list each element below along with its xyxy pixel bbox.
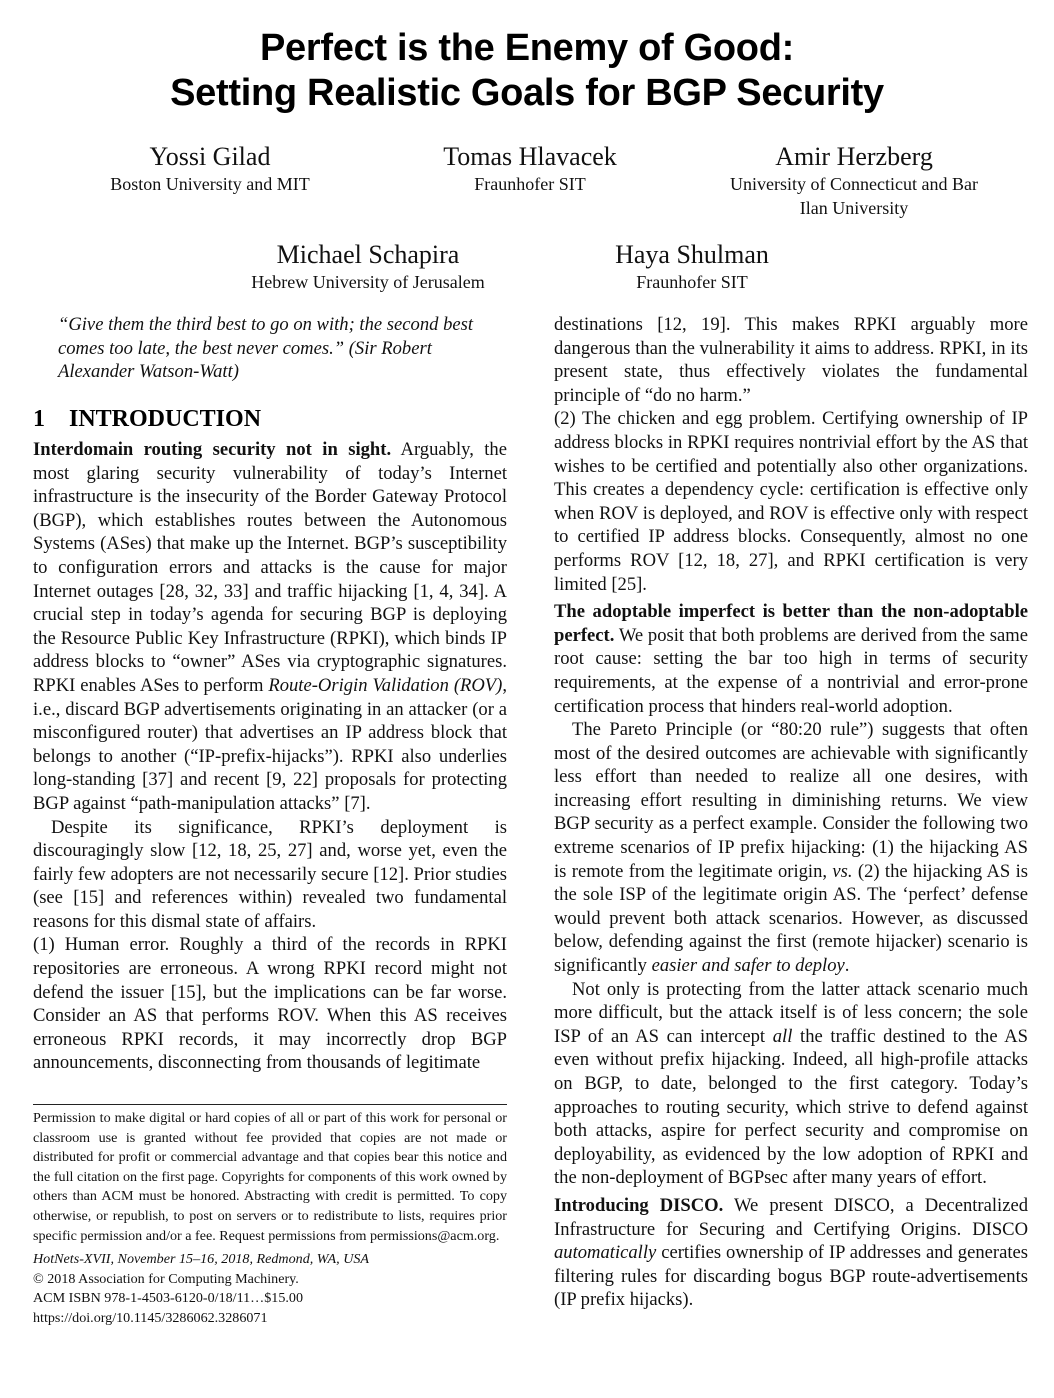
author-name: Yossi Gilad: [149, 142, 271, 171]
author-name: Tomas Hlavacek: [443, 142, 617, 171]
author-block: [60, 142, 360, 196]
doi-link[interactable]: https://doi.org/10.1145/3286062.3286071: [33, 1309, 268, 1326]
italic-term: easier and safer to deploy: [651, 955, 845, 977]
paragraph: [554, 1194, 1028, 1312]
paragraph: [554, 600, 1028, 718]
paragraph-text: We posit that both problems are derived from the same root cause: setting the bar too high in terms of security requirements, at the expense of a nontrivial and error-prone certification process that hinders real-world adoption.: [554, 624, 1028, 717]
copyright-line: © 2018 Association for Computing Machinery.: [33, 1270, 299, 1287]
author-affiliation: Hebrew University of Jerusalem: [251, 272, 485, 292]
author-block: [380, 142, 680, 196]
section-number: 1: [33, 406, 45, 432]
paragraph-text: We present DISCO, a Decentralized Infrastructure for Securing and Certifying Origins. DISCO: [554, 1194, 1028, 1240]
left-column: [33, 438, 507, 1075]
conference-venue: HotNets-XVII, November 15–16, 2018, Redmond, WA, USA: [33, 1251, 370, 1268]
paragraph-heading: The adoptable imperfect is better than the non-adoptable perfect.: [554, 601, 1028, 646]
paragraph-text: The Pareto Principle (or “80:20 rule”) suggests that often most of the desired outcomes are achievable with significantly less effort than needed to realize all one desires, with increasing effort resulting in diminishing returns. We view BGP security as a perfect example. Consider the following two extreme scenarios of IP prefix hijacking: (1) the hijacking AS is remote from the legitimate origin,: [554, 719, 1028, 882]
author-affiliation: University of Connecticut and Bar: [730, 174, 978, 194]
footnote-divider: [33, 1104, 507, 1105]
paragraph-text: (2) the hijacking AS is the sole ISP of the legitimate origin AS. The ‘perfect’ defense would prevent both attack scenarios. However, as discussed below, defending against the first (remote hijacker) scenario is significantly: [554, 860, 1028, 977]
paragraph: (1) Human error. Roughly a third of the records in RPKI repositories are erroneous. A wrong RPKI record might not defend the issuer [15], but the implications can be far worse. Consider an AS that performs ROV. When this AS receives erroneous RPKI records, it may incorrectly drop BGP announcements, disconnecting from thousands of legitimate: [33, 934, 507, 1074]
permission-notice: Permission to make digital or hard copies of all or part of this work for personal or classroom use is granted without fee provided that copies are not made or distributed for profit or commercial advantage and that copies bear this notice and the full citation on the first page. Copyrights for components of this work owned by others than ACM must be honored. Abstracting with credit is permitted. To copy otherwise, or republish, to post on servers or to redistribute to lists, requires prior specific permission and/or a fee. Request permissions from permissions@acm.org.: [33, 1110, 507, 1244]
author-block: [694, 142, 1014, 220]
paragraph-text: , i.e., discard BGP advertisements originating in an attacker (or a misconfigured router) that advertises an IP address block that belongs to another (“IP-prefix-hijacks”). RPKI also underlies long-standing [37] and recent [9, 22] proposals for protecting BGP against “path-manipulation attacks” [7].: [33, 674, 507, 814]
author-affiliation: Fraunhofer SIT: [474, 174, 586, 194]
section-title: INTRODUCTION: [69, 406, 262, 432]
paper-title: [0, 26, 1054, 116]
author-block: [218, 240, 518, 294]
paragraph: [554, 718, 1028, 978]
paragraph: destinations [12, 19]. This makes RPKI arguably more dangerous than the vulnerability it aims to address. RPKI, in its present state, thus effectively violates the fundamental principle of “do no harm.”: [554, 314, 1028, 406]
copyright-footnote: [33, 1109, 507, 1329]
author-block: [542, 240, 842, 294]
right-column: [554, 313, 1028, 1312]
author-name: Amir Herzberg: [775, 142, 933, 171]
title-line-1: Perfect is the Enemy of Good:: [260, 27, 794, 69]
paragraph-text: certifies ownership of IP addresses and generates filtering rules for discarding bogus BGP route-advertisements (IP prefix hijacks).: [554, 1242, 1028, 1311]
paragraph: [554, 978, 1028, 1190]
paragraph: [33, 438, 507, 816]
italic-term: Route-Origin Validation (ROV): [268, 674, 503, 696]
epigraph-quote: “Give them the third best to go on with; the second best comes too late, the best never comes.” (Sir Robert Alexander Watson-Watt): [58, 314, 474, 383]
paragraph: (2) The chicken and egg problem. Certifying ownership of IP address blocks in RPKI requires nontrivial effort by the AS that wishes to be certified and potentially also other organizations. This creates a dependency cycle: certification is effective only when ROV is deployed, and ROV is effective only with respect to certified IP address blocks. Consequently, almost no one performs ROV [12, 18, 27], and RPKI certification is very limited [25].: [554, 408, 1028, 595]
paragraph-text: .: [844, 955, 850, 977]
author-affiliation: Ilan University: [799, 198, 909, 218]
paragraph-text: Not only is protecting from the latter attack scenario much more difficult, but the attack itself is of less concern; the sole ISP of an AS can intercept: [554, 978, 1028, 1047]
author-affiliation: Boston University and MIT: [110, 174, 310, 194]
paragraph-text: the traffic destined to the AS even without prefix hijacking. Indeed, all high-profile attacks on BGP, to date, belonged to the first category. Today’s approaches to routing security, which strive to defend against both attacks, aspire for perfect security and compromise on deployability, as evidenced by the low adoption of RPKI and the non-deployment of BGPsec after many years of effort.: [554, 1025, 1028, 1189]
italic-term: all: [772, 1025, 793, 1047]
author-name: Haya Shulman: [615, 240, 769, 269]
section-heading: [33, 404, 261, 434]
italic-term: vs.: [832, 860, 853, 882]
paragraph-heading: Introducing DISCO.: [554, 1194, 724, 1216]
paragraph-heading: Interdomain routing security not in sight.: [33, 439, 392, 460]
italic-term: automatically: [554, 1242, 657, 1264]
title-line-2: Setting Realistic Goals for BGP Security: [170, 72, 884, 114]
paragraph-text: Arguably, the most glaring security vulnerability of today’s Internet infrastructure is the insecurity of the Border Gateway Protocol (BGP), which establishes routes between the Autonomous Systems (ASes) that make up the Internet. BGP’s susceptibility to configuration errors and attacks is the cause for major Internet outages [28, 32, 33] and traffic hijacking [1, 4, 34]. A crucial step in today’s agenda for securing BGP is deploying the Resource Public Key Infrastructure (RPKI), which binds IP address blocks to “owner” ASes via cryptographic signatures. RPKI enables ASes to perform: [33, 439, 507, 696]
isbn-line: ACM ISBN 978-1-4503-6120-0/18/11…$15.00: [33, 1290, 303, 1307]
author-name: Michael Schapira: [276, 240, 460, 269]
paragraph: Despite its significance, RPKI’s deployment is discouragingly slow [12, 18, 25, 27] and, worse yet, even the fairly few adopters are not necessarily secure [12]. Prior studies (see [15] and references within) revealed two fundamental reasons for this dismal state of affairs.: [33, 816, 507, 932]
author-affiliation: Fraunhofer SIT: [636, 272, 748, 292]
